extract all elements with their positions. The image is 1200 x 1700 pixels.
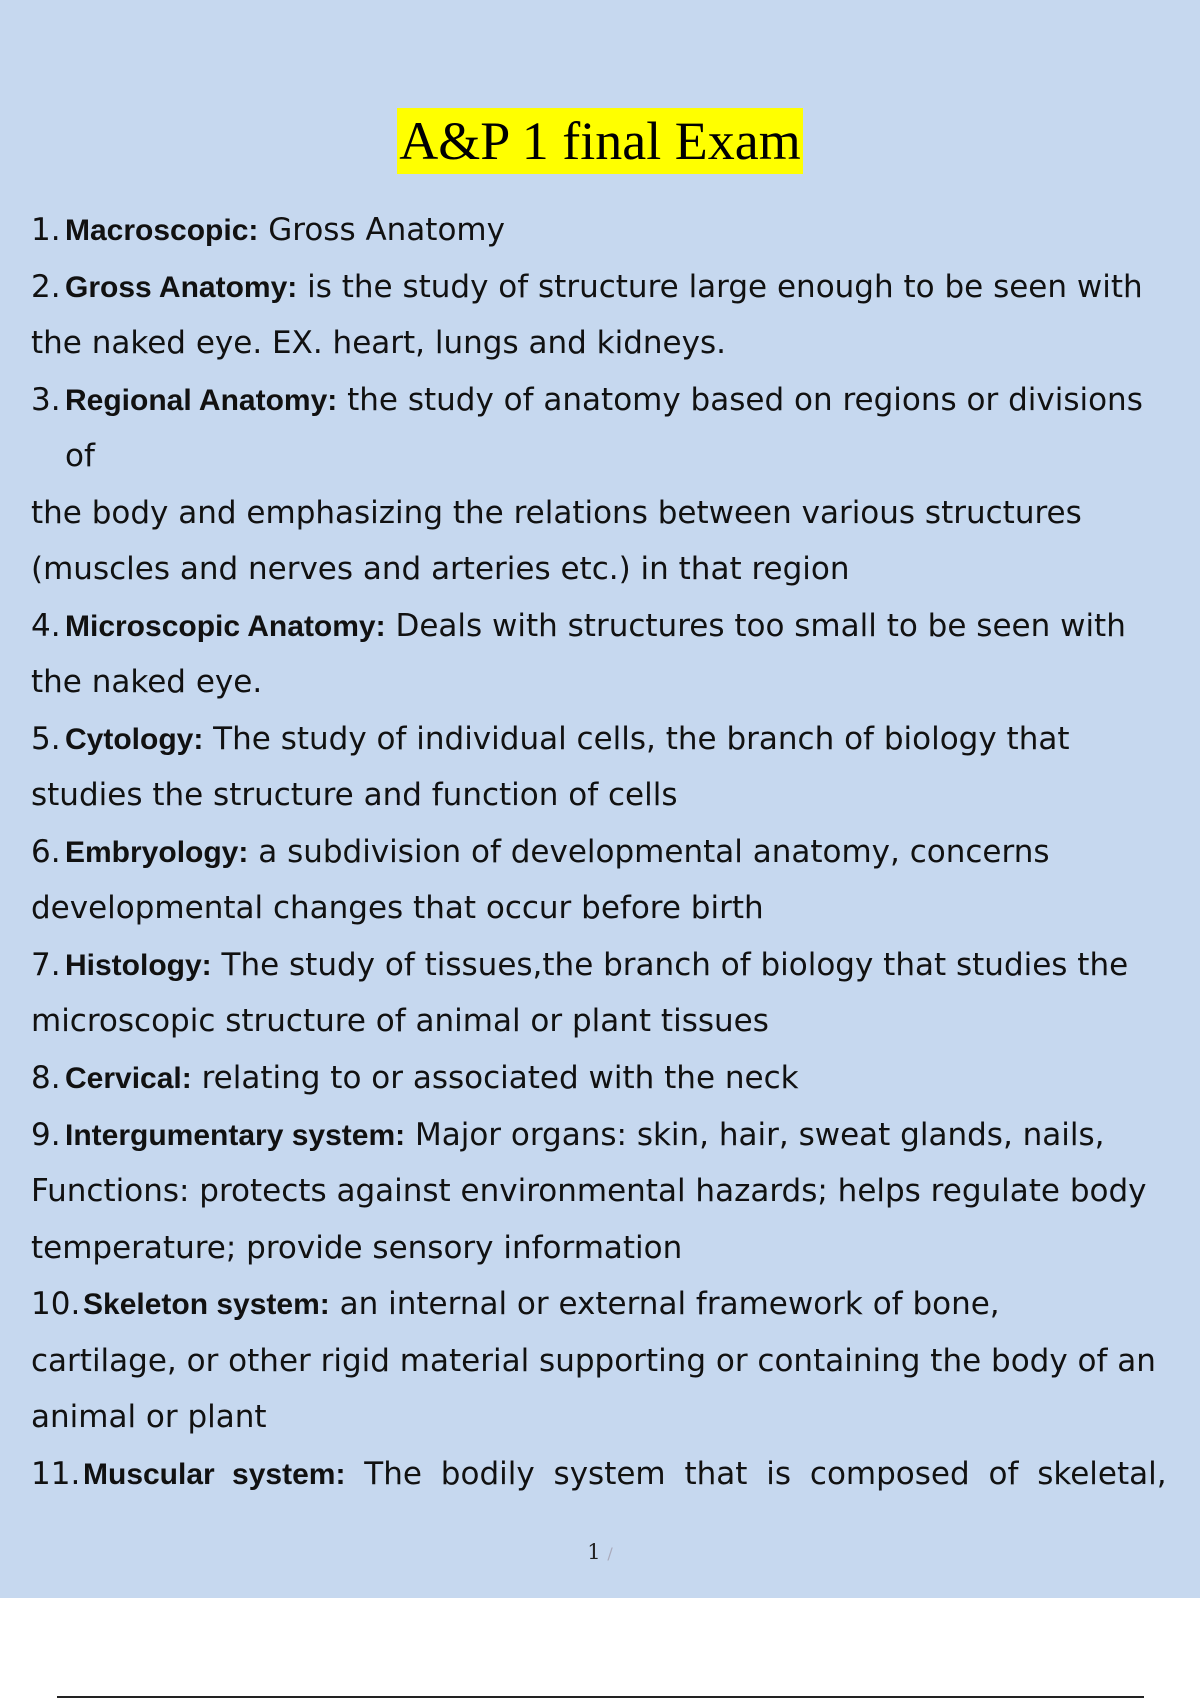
entry-term: Gross Anatomy: [65, 271, 298, 304]
entry-term: Regional Anatomy: [65, 384, 338, 417]
entry-number: 7. [31, 947, 61, 983]
entry-definition: an internal or external framework of bone, [329, 1286, 1000, 1322]
entry-definition: The bodily system that is composed of skeletal, [345, 1456, 1167, 1492]
entry-number: 8. [31, 1060, 61, 1096]
entry-definition: relating to or associated with the neck [191, 1060, 799, 1096]
continuation-line: microscopic structure of animal or plant tissues [31, 1003, 769, 1039]
entry-number: 9. [31, 1117, 61, 1153]
entry-number: 3. [31, 382, 61, 418]
glossary-entry [31, 1276, 1000, 1332]
entry-number: 4. [31, 608, 61, 644]
continuation-line: temperature; provide sensory information [31, 1230, 683, 1266]
page-number-value: 1 [587, 1540, 601, 1564]
continuation-line: cartilage, or other rigid material supporting or containing the body of an [31, 1343, 1156, 1379]
glossary-entry [31, 259, 1143, 315]
glossary-entry [31, 372, 1143, 428]
entry-definition: a subdivision of developmental anatomy, concerns [248, 834, 1050, 870]
entry-term: Skeleton system: [83, 1288, 330, 1321]
glossary-entry [31, 937, 1128, 993]
continuation-line: developmental changes that occur before birth [31, 890, 764, 926]
continuation-line: Functions: protects against environmental hazards; helps regulate body [31, 1173, 1147, 1209]
entry-definition: The study of individual cells, the branch of biology that [203, 721, 1070, 757]
entry-definition: Major organs: skin, hair, sweat glands, nails, [405, 1117, 1105, 1153]
glossary-entry [31, 202, 505, 258]
entry-number: 10. [31, 1286, 81, 1322]
entry-term: Cytology: [65, 723, 204, 756]
entry-definition: Deals with structures too small to be seen with [385, 608, 1126, 644]
glossary-entry [31, 824, 1050, 880]
entry-definition: the study of anatomy based on regions or divisions [337, 382, 1143, 418]
glossary-entry [31, 1050, 799, 1106]
continuation-line: the naked eye. [31, 664, 263, 700]
entry-term: Microscopic Anatomy: [65, 610, 386, 643]
entry-definition: The study of tissues,the branch of biology that studies the [211, 947, 1129, 983]
continuation-line: (muscles and nerves and arteries etc.) in that region [31, 551, 850, 587]
entry-number: 6. [31, 834, 61, 870]
entry-number: 11. [31, 1456, 81, 1492]
glossary-entry [31, 711, 1070, 767]
continuation-line: the body and emphasizing the relations between various structures [31, 495, 1082, 531]
page-number-suffix: / [607, 1544, 613, 1563]
entry-number: 2. [31, 269, 61, 305]
entry-term: Cervical: [65, 1062, 192, 1095]
entry-term: Muscular system: [83, 1458, 346, 1491]
continuation-line: animal or plant [31, 1399, 267, 1435]
entry-term: Embryology: [65, 836, 249, 869]
entry-term: Histology: [65, 949, 212, 982]
title-container [0, 108, 1200, 174]
entry-term: Intergumentary system: [65, 1119, 406, 1152]
glossary-entry [31, 1107, 1105, 1163]
glossary-entry [31, 1446, 1167, 1502]
entry-definition: is the study of structure large enough to be seen with [297, 269, 1143, 305]
continuation-line: the naked eye. EX. heart, lungs and kidneys. [31, 325, 726, 361]
continuation-line: studies the structure and function of cells [31, 777, 678, 813]
entry-definition: Gross Anatomy [258, 212, 505, 248]
entry-number: 1. [31, 212, 61, 248]
glossary-entry [31, 598, 1126, 654]
page-title: A&P 1 final Exam [397, 108, 802, 174]
footer-divider [57, 1696, 1144, 1698]
entry-number: 5. [31, 721, 61, 757]
continuation-line: of [65, 438, 95, 474]
page-number [0, 1540, 1200, 1564]
entry-term: Macroscopic: [65, 214, 259, 247]
